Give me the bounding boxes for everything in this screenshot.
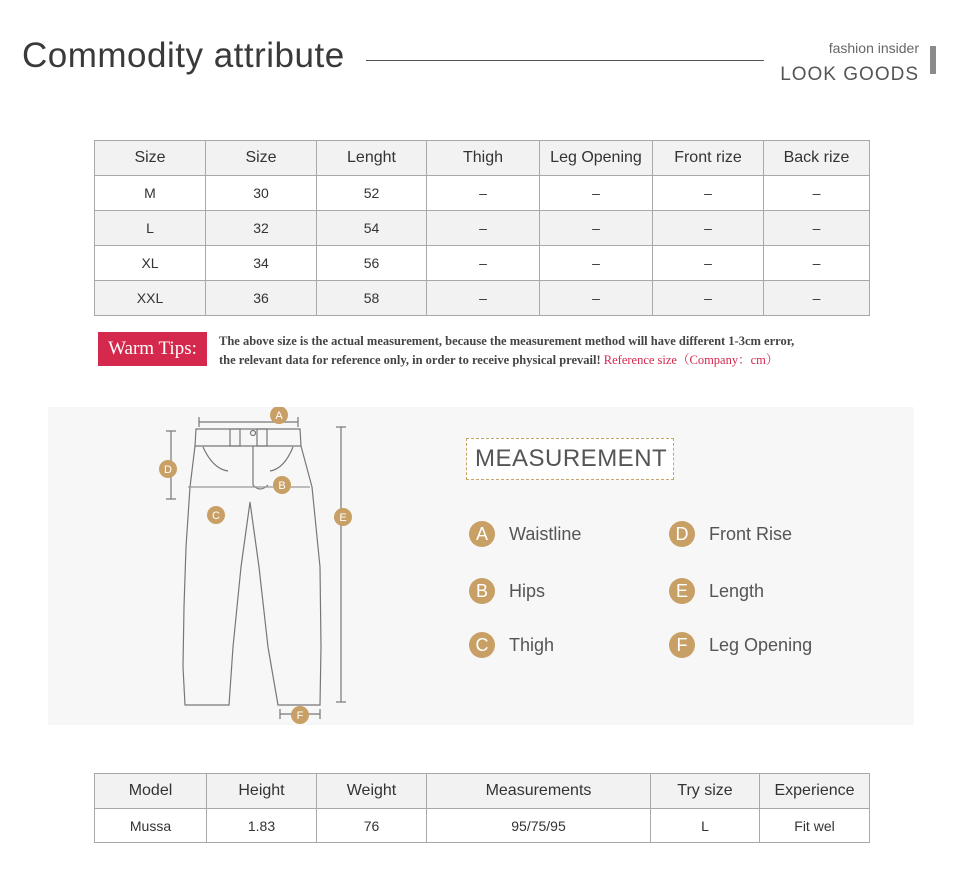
measurement-panel: [48, 407, 914, 725]
reference-size-note: Reference size（Company：cm）: [603, 353, 779, 367]
legend-label: Front Rise: [709, 523, 793, 544]
model-table-header-cell: Height: [207, 774, 317, 809]
table-cell: –: [427, 176, 540, 211]
table-row: [95, 281, 870, 316]
marker-d-letter: D: [164, 464, 172, 476]
size-table-header-cell: Leg Opening: [540, 141, 653, 176]
model-table-header-cell: Weight: [317, 774, 427, 809]
legend-label: Waistline: [509, 523, 582, 544]
brand-name: LOOK GOODS: [780, 64, 919, 85]
size-table-header-cell: Size: [206, 141, 317, 176]
legend-item-thigh: [469, 632, 554, 658]
warm-tips-line2-wrap: [219, 351, 879, 370]
table-cell: –: [764, 281, 870, 316]
table-cell: M: [95, 176, 206, 211]
model-table: [94, 773, 870, 843]
table-cell: –: [540, 176, 653, 211]
table-cell: –: [427, 281, 540, 316]
legend-label: Length: [709, 580, 765, 601]
table-cell: –: [764, 176, 870, 211]
warm-tips-text: [219, 332, 879, 370]
legend-badge: B: [469, 578, 495, 604]
legend-item-hips: [469, 578, 545, 604]
legend-item-waistline: [469, 521, 581, 547]
table-cell: –: [653, 246, 764, 281]
marker-a-letter: A: [275, 410, 283, 422]
table-row: [95, 176, 870, 211]
table-cell: L: [651, 809, 760, 843]
marker-e-letter: E: [339, 512, 347, 524]
marker-f: [291, 706, 309, 724]
size-table-header-cell: Lenght: [317, 141, 427, 176]
size-table-header: [95, 141, 870, 176]
model-table-header-cell: Try size: [651, 774, 760, 809]
table-cell: 36: [206, 281, 317, 316]
model-table-header-cell: Model: [95, 774, 207, 809]
legend-badge: C: [469, 632, 495, 658]
warm-tips-badge: Warm Tips:: [98, 332, 207, 366]
legend-label: Thigh: [509, 634, 555, 655]
legend-item-leg-opening: [669, 632, 812, 658]
table-cell: XL: [95, 246, 206, 281]
table-cell: –: [427, 211, 540, 246]
measurement-title: MEASUREMENT: [475, 445, 668, 472]
measurement-title-box: [466, 438, 674, 480]
marker-e: [334, 508, 352, 526]
legend-item-front-rise: [669, 521, 792, 547]
table-cell: 30: [206, 176, 317, 211]
brand-tagline: fashion insider: [828, 40, 919, 56]
table-cell: –: [764, 211, 870, 246]
page-title: Commodity attribute: [22, 36, 345, 75]
marker-b: [273, 476, 291, 494]
legend-badge: E: [669, 578, 695, 604]
table-cell: XXL: [95, 281, 206, 316]
brand-accent-bar: [930, 46, 936, 74]
table-cell: 34: [206, 246, 317, 281]
size-table-header-cell: Thigh: [427, 141, 540, 176]
table-row: [95, 246, 870, 281]
model-table-header-cell: Experience: [760, 774, 870, 809]
model-table-header: [95, 774, 870, 809]
legend-badge: F: [669, 632, 695, 658]
legend-item-length: [669, 578, 764, 604]
table-cell: 95/75/95: [427, 809, 651, 843]
table-cell: –: [653, 211, 764, 246]
size-table-header-cell: Front rize: [653, 141, 764, 176]
size-table-header-cell: Size: [95, 141, 206, 176]
warm-tips-line1: The above size is the actual measurement, because the measurement method will have different 1-3cm error,: [219, 334, 795, 348]
table-cell: –: [653, 176, 764, 211]
legend-label: Hips: [509, 580, 546, 601]
table-cell: –: [427, 246, 540, 281]
table-row: [95, 211, 870, 246]
legend-badge: D: [669, 521, 695, 547]
table-cell: 76: [317, 809, 427, 843]
table-row: [95, 809, 870, 843]
table-cell: –: [764, 246, 870, 281]
table-cell: L: [95, 211, 206, 246]
table-cell: –: [540, 281, 653, 316]
size-table: [94, 140, 870, 316]
table-cell: Mussa: [95, 809, 207, 843]
table-cell: 32: [206, 211, 317, 246]
model-table-header-cell: Measurements: [427, 774, 651, 809]
table-cell: –: [540, 211, 653, 246]
size-table-header-cell: Back rize: [764, 141, 870, 176]
table-cell: 56: [317, 246, 427, 281]
marker-c-letter: C: [212, 510, 220, 522]
marker-b-letter: B: [278, 480, 286, 492]
marker-f-letter: F: [296, 710, 304, 722]
legend-label: Leg Opening: [709, 634, 813, 655]
marker-c: [207, 506, 225, 524]
table-cell: 1.83: [207, 809, 317, 843]
marker-d: [159, 460, 177, 478]
title-divider: [366, 60, 764, 61]
legend-badge: A: [469, 521, 495, 547]
table-cell: 54: [317, 211, 427, 246]
warm-tips-line2: the relevant data for reference only, in order to receive physical prevail!: [219, 353, 601, 367]
table-cell: 58: [317, 281, 427, 316]
table-cell: 52: [317, 176, 427, 211]
table-cell: –: [653, 281, 764, 316]
table-cell: –: [540, 246, 653, 281]
table-cell: Fit wel: [760, 809, 870, 843]
